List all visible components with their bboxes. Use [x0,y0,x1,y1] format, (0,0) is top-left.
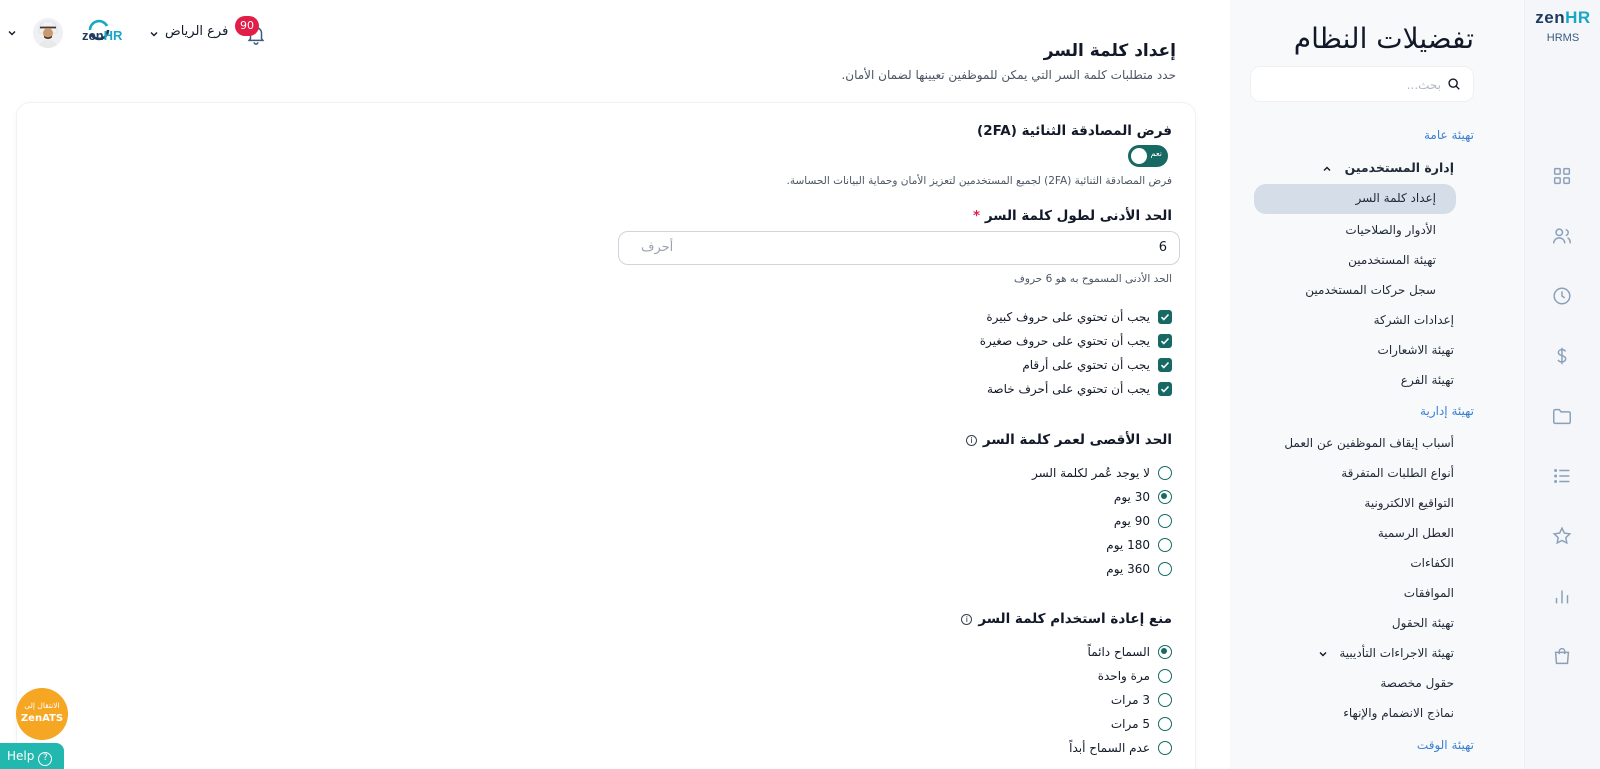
require-numbers-checkbox[interactable]: يجب أن تحتوي على أرقام [1022,358,1172,372]
search-icon [1447,77,1461,91]
min-length-field[interactable] [618,231,1180,265]
checkbox-checked-icon[interactable] [1158,382,1172,396]
sidebar-item-custom-fields[interactable]: حقول مخصصة [1380,676,1454,690]
chevron-down-icon [1318,649,1328,659]
sidebar-item-user-activity-log[interactable]: سجل حركات المستخدمين [1305,283,1436,297]
zenhr-small-logo[interactable]: zenHR [82,20,122,35]
radio-icon[interactable] [1158,717,1172,731]
toggle-knob [1131,148,1147,164]
checkbox-checked-icon[interactable] [1158,310,1172,324]
page-title: إعداد كلمة السر [1043,41,1176,61]
info-icon[interactable]: i [961,614,972,625]
require-uppercase-checkbox[interactable]: يجب أن تحتوي على حروف كبيرة [986,310,1172,324]
sidebar-section-administrative[interactable]: تهيئة إدارية [1420,404,1474,418]
branch-selector[interactable]: فرع الرياض [165,24,229,39]
checkbox-checked-icon[interactable] [1158,358,1172,372]
checkbox-checked-icon[interactable] [1158,334,1172,348]
sidebar-item-onboarding-offboarding[interactable]: نماذج الانضمام والإنهاء [1343,706,1454,720]
min-length-helper: الحد الأدنى المسموح به هو 6 حروف [1014,273,1172,285]
min-length-input[interactable] [1127,240,1167,255]
reuse-label: منع إعادة استخدام كلمة السرi [961,611,1172,627]
reuse-option-3[interactable]: 3 مرات [1111,693,1172,707]
sidebar-item-users-setup[interactable]: تهيئة المستخدمين [1348,253,1436,267]
radio-icon[interactable] [1158,693,1172,707]
radio-icon[interactable] [1158,514,1172,528]
twofa-toggle[interactable] [1128,145,1168,167]
radio-icon[interactable] [1158,466,1172,480]
bar-chart-icon[interactable] [1551,585,1575,609]
sidebar-item-competencies[interactable]: الكفاءات [1410,556,1454,570]
branch-chevron-down-icon[interactable] [149,29,159,39]
chevron-up-icon [1322,164,1332,174]
twofa-helper-text: فرض المصادقة الثنائية (2FA) لجميع المستخدمين لتعزيز الأمان وحماية البيانات الحساسة. [786,175,1172,187]
min-length-suffix: أحرف [641,240,674,255]
search-input[interactable] [1271,75,1441,95]
min-length-label: الحد الأدنى لطول كلمة السر * [973,208,1172,224]
sidebar-group-user-management[interactable]: إدارة المستخدمين [1322,160,1454,175]
radio-icon[interactable] [1158,669,1172,683]
clock-icon[interactable] [1551,285,1575,309]
sidebar-item-disciplinary-actions[interactable]: تهيئة الاجراءات التأديبية [1318,646,1454,660]
required-asterisk: * [973,208,981,224]
hrms-label: HRMS [1546,32,1580,44]
zenats-shortcut-button[interactable]: الانتقال إلى ZenATS [16,688,68,740]
chevron-down-icon[interactable] [7,28,17,38]
help-question-icon: ? [38,752,52,766]
sidebar-item-password-settings[interactable]: إعداد كلمة السر [1254,184,1456,214]
folder-icon[interactable] [1551,405,1575,429]
reuse-option-never[interactable]: عدم السماح أبداً [1069,741,1172,755]
sidebar-item-e-signatures[interactable]: التواقيع الالكترونية [1364,496,1454,510]
radio-icon[interactable] [1158,741,1172,755]
dollar-icon[interactable] [1551,345,1575,369]
toggle-text: نعم [1150,149,1162,158]
max-age-label: الحد الأقصى لعمر كلمة السرi [966,432,1172,448]
max-age-option-180[interactable]: 180 يوم [1106,538,1172,552]
max-age-option-360[interactable]: 360 يوم [1106,562,1172,576]
star-icon[interactable] [1551,525,1575,549]
zenhr-logo[interactable]: zenHR HRMS [1525,8,1600,44]
sidebar-section-time[interactable]: تهيئة الوقت [1416,738,1474,752]
reuse-option-once[interactable]: مرة واحدة [1098,669,1172,683]
max-age-option-90[interactable]: 90 يوم [1114,514,1172,528]
sidebar-item-misc-request-types[interactable]: أنواع الطلبات المتفرقة [1341,466,1454,480]
sidebar-item-notifications-setup[interactable]: تهيئة الاشعارات [1377,343,1454,357]
sidebar-item-company-settings[interactable]: إعدادات الشركة [1373,313,1454,327]
list-icon[interactable] [1551,465,1575,489]
twofa-label: فرض المصادقة الثنائية (2FA) [977,123,1172,139]
notification-badge[interactable]: 90 [235,16,259,36]
sidebar-section-general[interactable]: تهيئة عامة [1423,128,1474,142]
shopping-bag-icon[interactable] [1551,645,1575,669]
reuse-option-always[interactable]: السماح دائماً [1088,645,1172,659]
radio-icon[interactable] [1158,562,1172,576]
sidebar-item-branch-setup[interactable]: تهيئة الفرع [1400,373,1454,387]
sidebar-search[interactable] [1250,66,1474,102]
radio-selected-icon[interactable] [1158,490,1172,504]
require-lowercase-checkbox[interactable]: يجب أن تحتوي على حروف صغيرة [980,334,1172,348]
radio-icon[interactable] [1158,538,1172,552]
icon-rail [1524,0,1600,769]
page-description: حدد متطلبات كلمة السر التي يمكن للموظفين تعيينها لضمان الأمان. [841,68,1176,82]
max-age-option-30[interactable]: 30 يوم [1114,490,1172,504]
sidebar-item-suspension-reasons[interactable]: أسباب إيقاف الموظفين عن العمل [1284,436,1454,450]
radio-selected-icon[interactable] [1158,645,1172,659]
sidebar-item-fields-setup[interactable]: تهيئة الحقول [1391,616,1454,630]
avatar[interactable] [33,18,63,48]
info-icon[interactable]: i [966,435,977,446]
settings-sidebar [1230,0,1524,769]
sidebar-item-roles-permissions[interactable]: الأدوار والصلاحيات [1345,223,1436,237]
require-special-chars-checkbox[interactable]: يجب أن تحتوي على أحرف خاصة [987,382,1172,396]
sidebar-item-public-holidays[interactable]: العطل الرسمية [1377,526,1454,540]
sidebar-title: تفضيلات النظام [1293,22,1474,55]
sidebar-item-approvals[interactable]: الموافقات [1403,586,1454,600]
reuse-option-5[interactable]: 5 مرات [1111,717,1172,731]
help-button[interactable]: Help ? [0,743,64,769]
dashboard-grid-icon[interactable] [1551,165,1575,189]
max-age-option-none[interactable]: لا يوجد عُمر لكلمة السر [1032,466,1172,480]
users-icon[interactable] [1551,225,1575,249]
